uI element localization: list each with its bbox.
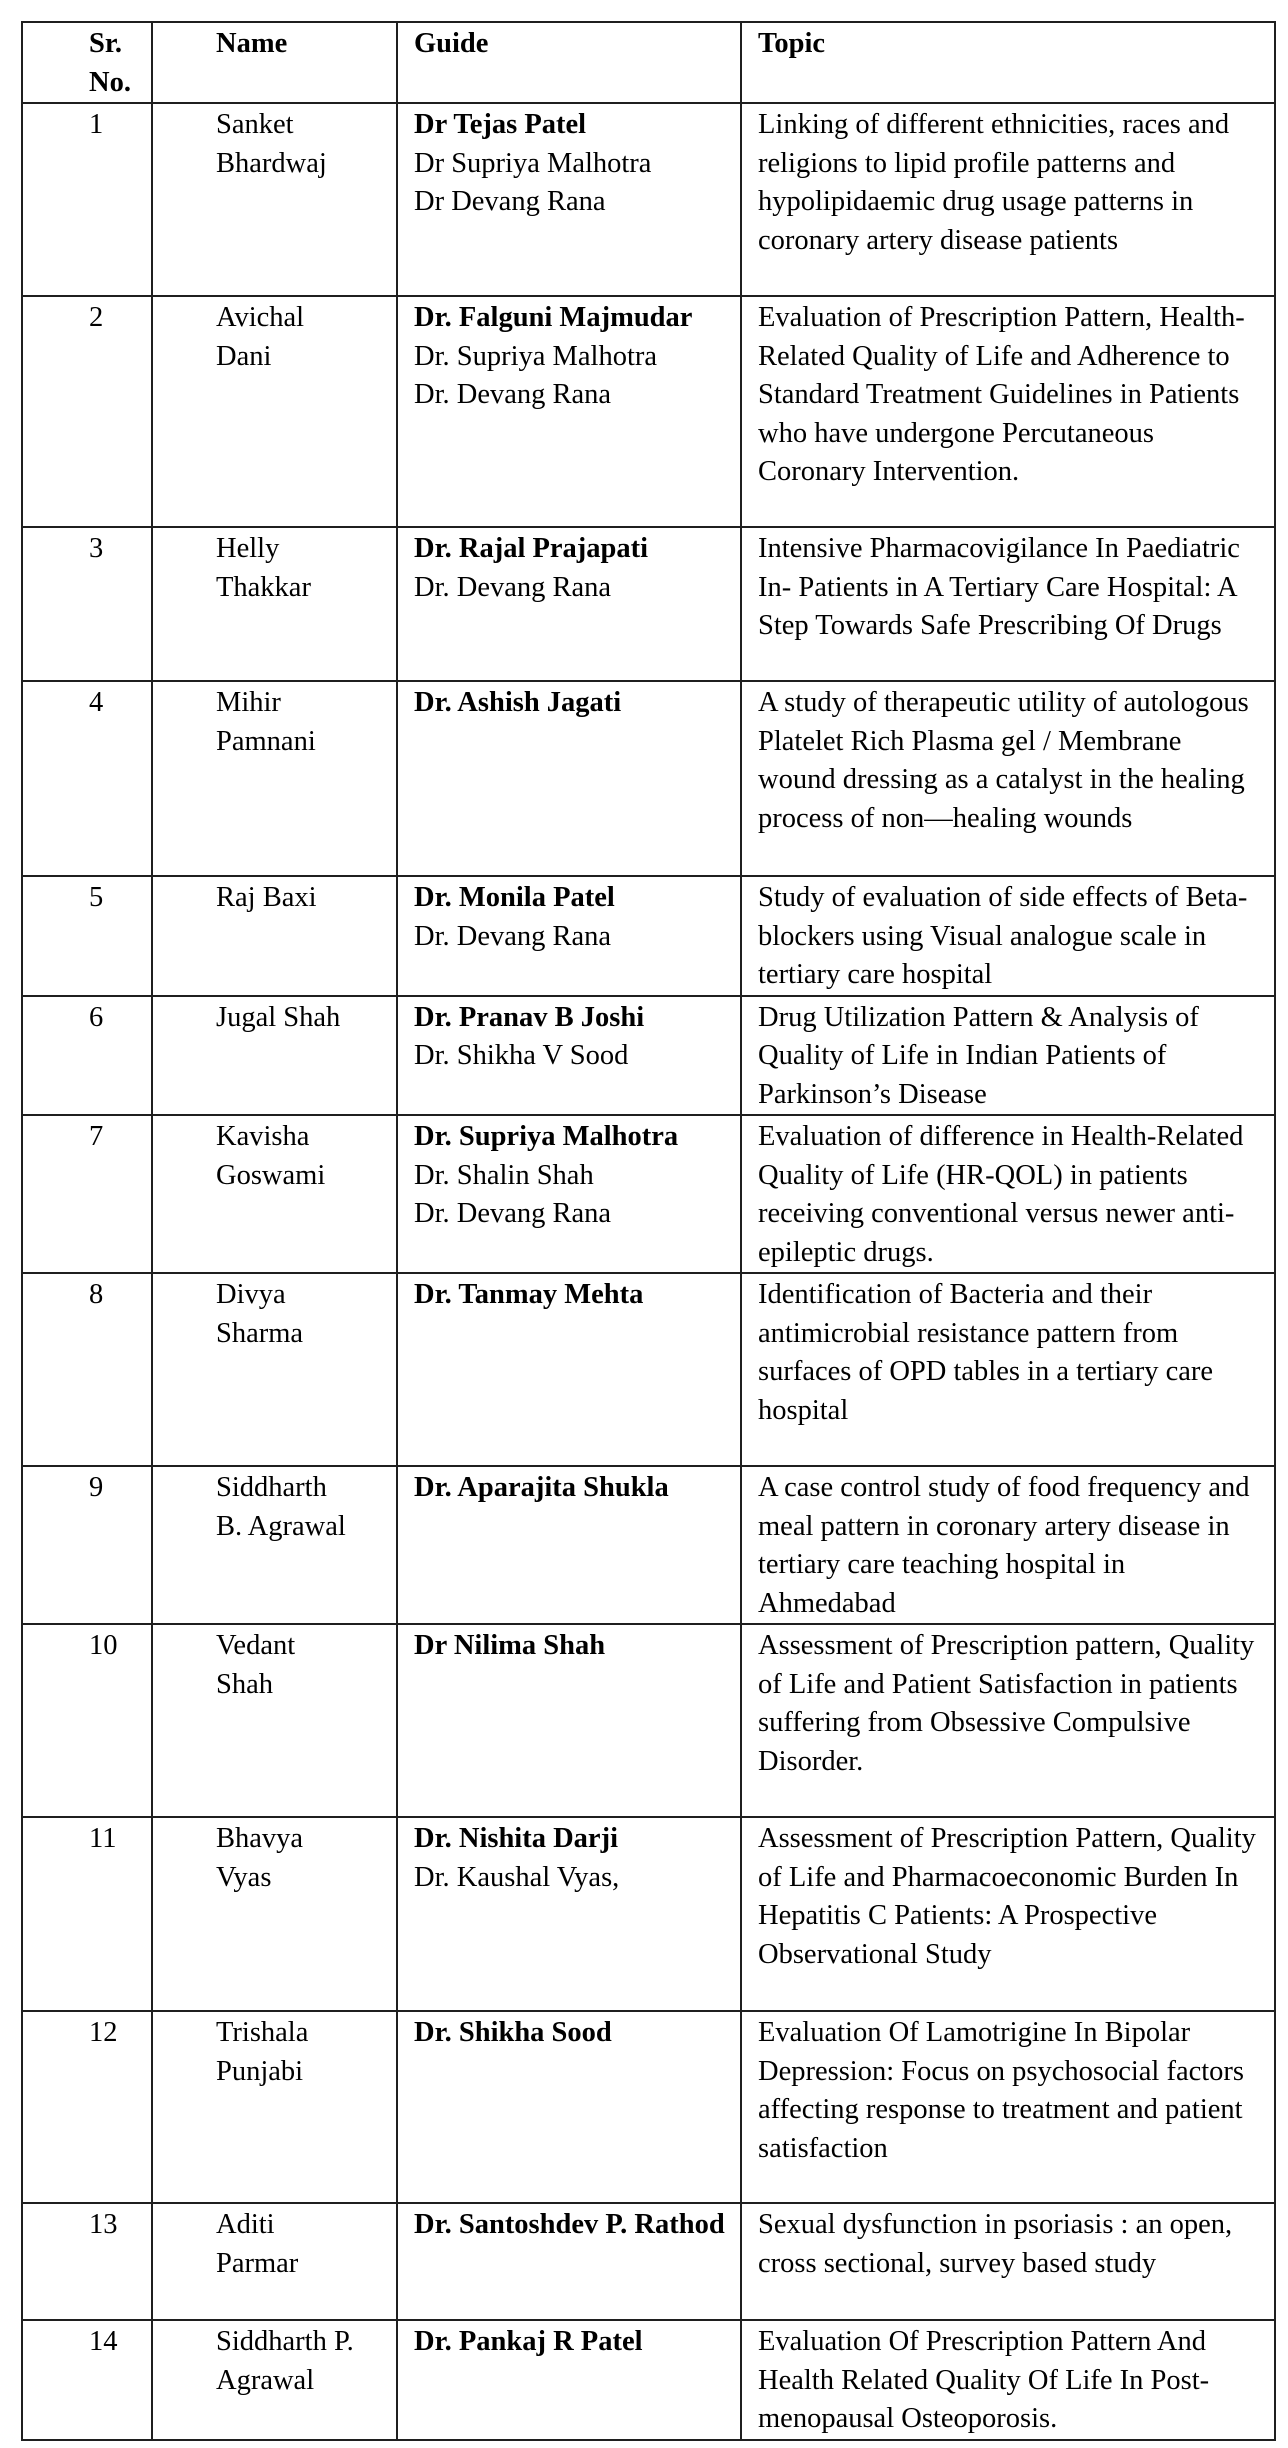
student-name-cell <box>152 2203 397 2320</box>
student-name-line: B. Agrawal <box>216 1510 346 1542</box>
sr-no-cell: 9 <box>22 1466 152 1624</box>
primary-guide: Dr. Santoshdev P. Rathod <box>414 2209 725 2240</box>
guide-cell <box>397 1817 741 2011</box>
co-guide: Dr. Devang Rana <box>414 920 612 952</box>
student-name-line: Sanket <box>216 109 294 140</box>
co-guide: Dr. Kaushal Vyas, <box>414 1861 620 1893</box>
sr-no-cell: 4 <box>22 681 152 876</box>
primary-guide: Dr. Falguni Majmudar <box>414 302 693 333</box>
guide-cell <box>397 1624 741 1817</box>
student-name-cell <box>152 527 397 681</box>
topic-cell: Study of evaluation of side effects of Beta-blockers using Visual analogue scale in tertiary care hospital <box>741 876 1275 996</box>
sr-no-cell: 6 <box>22 996 152 1116</box>
student-name-line: Helly <box>216 533 280 564</box>
student-name-cell <box>152 1273 397 1466</box>
header-name: Name <box>152 22 397 103</box>
table-row <box>22 1466 1275 1624</box>
sr-no-cell: 8 <box>22 1273 152 1466</box>
table-row <box>22 296 1275 527</box>
topic-cell: Assessment of Prescription pattern, Quality of Life and Patient Satisfaction in patients suffering from Obsessive Compulsive Disorder. <box>741 1624 1275 1817</box>
co-guide: Dr. Devang Rana <box>414 1198 612 1229</box>
table-row <box>22 1273 1275 1466</box>
topic-cell: Identification of Bacteria and their antimicrobial resistance pattern from surfaces of OPD tables in a tertiary care hospital <box>741 1273 1275 1466</box>
sr-no-cell: 12 <box>22 2011 152 2203</box>
primary-guide: Dr. Rajal Prajapati <box>414 533 649 564</box>
table-row <box>22 2203 1275 2320</box>
student-name-line: Sharma <box>216 1317 304 1349</box>
sr-no-cell: 10 <box>22 1624 152 1817</box>
co-guide: Dr. Supriya Malhotra <box>414 340 658 372</box>
header-topic: Topic <box>741 22 1275 103</box>
student-name-line: Siddharth <box>216 1472 327 1503</box>
table-row <box>22 996 1275 1116</box>
student-name-line: Mihir <box>216 687 281 718</box>
student-name-cell <box>152 2320 397 2440</box>
table-row <box>22 527 1275 681</box>
primary-guide: Dr Nilima Shah <box>414 1630 606 1661</box>
guide-cell <box>397 1273 741 1466</box>
topic-cell: A case control study of food frequency and meal pattern in coronary artery disease in tertiary care teaching hospital in Ahmedabad <box>741 1466 1275 1624</box>
primary-guide: Dr. Nishita Darji <box>414 1823 618 1854</box>
table-row <box>22 876 1275 996</box>
student-name-line: Parmar <box>216 2247 299 2279</box>
co-guide: Dr Supriya Malhotra <box>414 147 652 179</box>
student-name-line: Goswami <box>216 1159 326 1191</box>
header-guide: Guide <box>397 22 741 103</box>
table-row <box>22 681 1275 876</box>
student-name-cell <box>152 1817 397 2011</box>
student-name-line: Pamnani <box>216 725 316 757</box>
sr-no-cell: 7 <box>22 1115 152 1273</box>
header-row <box>22 22 1275 103</box>
primary-guide: Dr. Tanmay Mehta <box>414 1279 644 1310</box>
sr-no-cell: 11 <box>22 1817 152 2011</box>
student-name-line: Aditi <box>216 2209 275 2240</box>
student-name-cell <box>152 1115 397 1273</box>
student-name-line: Divya <box>216 1279 286 1310</box>
student-name-cell <box>152 876 397 996</box>
guide-cell <box>397 1115 741 1273</box>
student-name-line: Trishala <box>216 2017 309 2048</box>
guide-cell <box>397 2011 741 2203</box>
guide-cell <box>397 1466 741 1624</box>
primary-guide: Dr. Ashish Jagati <box>414 687 622 718</box>
student-name-line: Punjabi <box>216 2055 304 2087</box>
student-name-cell <box>152 996 397 1116</box>
student-name-line: Dani <box>216 340 272 372</box>
topic-cell: Intensive Pharmacovigilance In Paediatric In- Patients in A Tertiary Care Hospital: A Step Towards Safe Prescribing Of Drugs <box>741 527 1275 681</box>
student-name-line: Bhavya <box>216 1823 304 1854</box>
guide-cell <box>397 103 741 296</box>
topic-cell: Evaluation of Prescription Pattern, Health-Related Quality of Life and Adherence to Standard Treatment Guidelines in Patients who have undergone Percutaneous Coronary Intervention. <box>741 296 1275 527</box>
thesis-topics-table <box>21 21 1276 2441</box>
student-name-cell <box>152 1466 397 1624</box>
primary-guide: Dr. Pranav B Joshi <box>414 1001 645 1033</box>
table-row <box>22 1115 1275 1273</box>
co-guide: Dr. Shalin Shah <box>414 1159 594 1191</box>
guide-cell <box>397 876 741 996</box>
guide-cell <box>397 527 741 681</box>
table-row <box>22 2011 1275 2203</box>
table-row <box>22 1817 1275 2011</box>
student-name-cell <box>152 103 397 296</box>
student-name-cell <box>152 296 397 527</box>
guide-cell <box>397 296 741 527</box>
primary-guide: Dr. Pankaj R Patel <box>414 2326 643 2357</box>
student-name-line: Bhardwaj <box>216 147 327 179</box>
topic-cell: A study of therapeutic utility of autologous Platelet Rich Plasma gel / Membrane wound dressing as a catalyst in the healing process of non—healing wounds <box>741 681 1275 876</box>
topic-cell: Drug Utilization Pattern & Analysis of Quality of Life in Indian Patients of Parkinson’s Disease <box>741 996 1275 1116</box>
guide-cell <box>397 681 741 876</box>
sr-no-cell: 2 <box>22 296 152 527</box>
primary-guide: Dr. Aparajita Shukla <box>414 1472 669 1503</box>
student-name-line: Vyas <box>216 1861 272 1893</box>
co-guide: Dr. Devang Rana <box>414 379 612 410</box>
guide-cell <box>397 2320 741 2440</box>
table-row <box>22 2320 1275 2440</box>
student-name-line: Kavisha <box>216 1121 310 1152</box>
student-name-line: Avichal <box>216 302 305 333</box>
student-name-cell <box>152 1624 397 1817</box>
table-body <box>22 103 1275 2440</box>
primary-guide: Dr. Shikha Sood <box>414 2017 612 2048</box>
sr-no-cell: 3 <box>22 527 152 681</box>
topic-cell: Evaluation Of Lamotrigine In Bipolar Depression: Focus on psychosocial factors affecting response to treatment and patient satisfaction <box>741 2011 1275 2203</box>
sr-no-cell: 13 <box>22 2203 152 2320</box>
topic-cell: Sexual dysfunction in psoriasis : an open, cross sectional, survey based study <box>741 2203 1275 2320</box>
primary-guide: Dr. Monila Patel <box>414 882 615 913</box>
topic-cell: Linking of different ethnicities, races and religions to lipid profile patterns and hypolipidaemic drug usage patterns in coronary artery disease patients <box>741 103 1275 296</box>
sr-no-cell: 5 <box>22 876 152 996</box>
topic-cell: Evaluation of difference in Health-Related Quality of Life (HR-QOL) in patients receiving conventional versus newer anti-epileptic drugs. <box>741 1115 1275 1273</box>
student-name-line: Siddharth P. <box>216 2326 354 2357</box>
student-name-line: Jugal Shah <box>216 1001 341 1033</box>
topic-cell: Assessment of Prescription Pattern, Quality of Life and Pharmacoeconomic Burden In Hepatitis C Patients: A Prospective Observational Study <box>741 1817 1275 2011</box>
student-name-cell <box>152 2011 397 2203</box>
co-guide: Dr. Devang Rana <box>414 571 612 603</box>
primary-guide: Dr Tejas Patel <box>414 109 587 140</box>
student-name-cell <box>152 681 397 876</box>
student-name-line: Vedant <box>216 1630 296 1661</box>
student-name-line: Shah <box>216 1668 273 1700</box>
table-row <box>22 103 1275 296</box>
header-sr-no: Sr. No. <box>22 22 152 103</box>
co-guide: Dr Devang Rana <box>414 186 606 217</box>
primary-guide: Dr. Supriya Malhotra <box>414 1121 679 1152</box>
student-name-line: Agrawal <box>216 2364 315 2396</box>
co-guide: Dr. Shikha V Sood <box>414 1040 629 1071</box>
table-row <box>22 1624 1275 1817</box>
sr-no-cell: 14 <box>22 2320 152 2440</box>
student-name-line: Thakkar <box>216 571 311 603</box>
topic-cell: Evaluation Of Prescription Pattern And Health Related Quality Of Life In Post-menopausal Osteoporosis. <box>741 2320 1275 2440</box>
guide-cell <box>397 996 741 1116</box>
sr-no-cell: 1 <box>22 103 152 296</box>
student-name-line: Raj Baxi <box>216 882 317 913</box>
guide-cell <box>397 2203 741 2320</box>
